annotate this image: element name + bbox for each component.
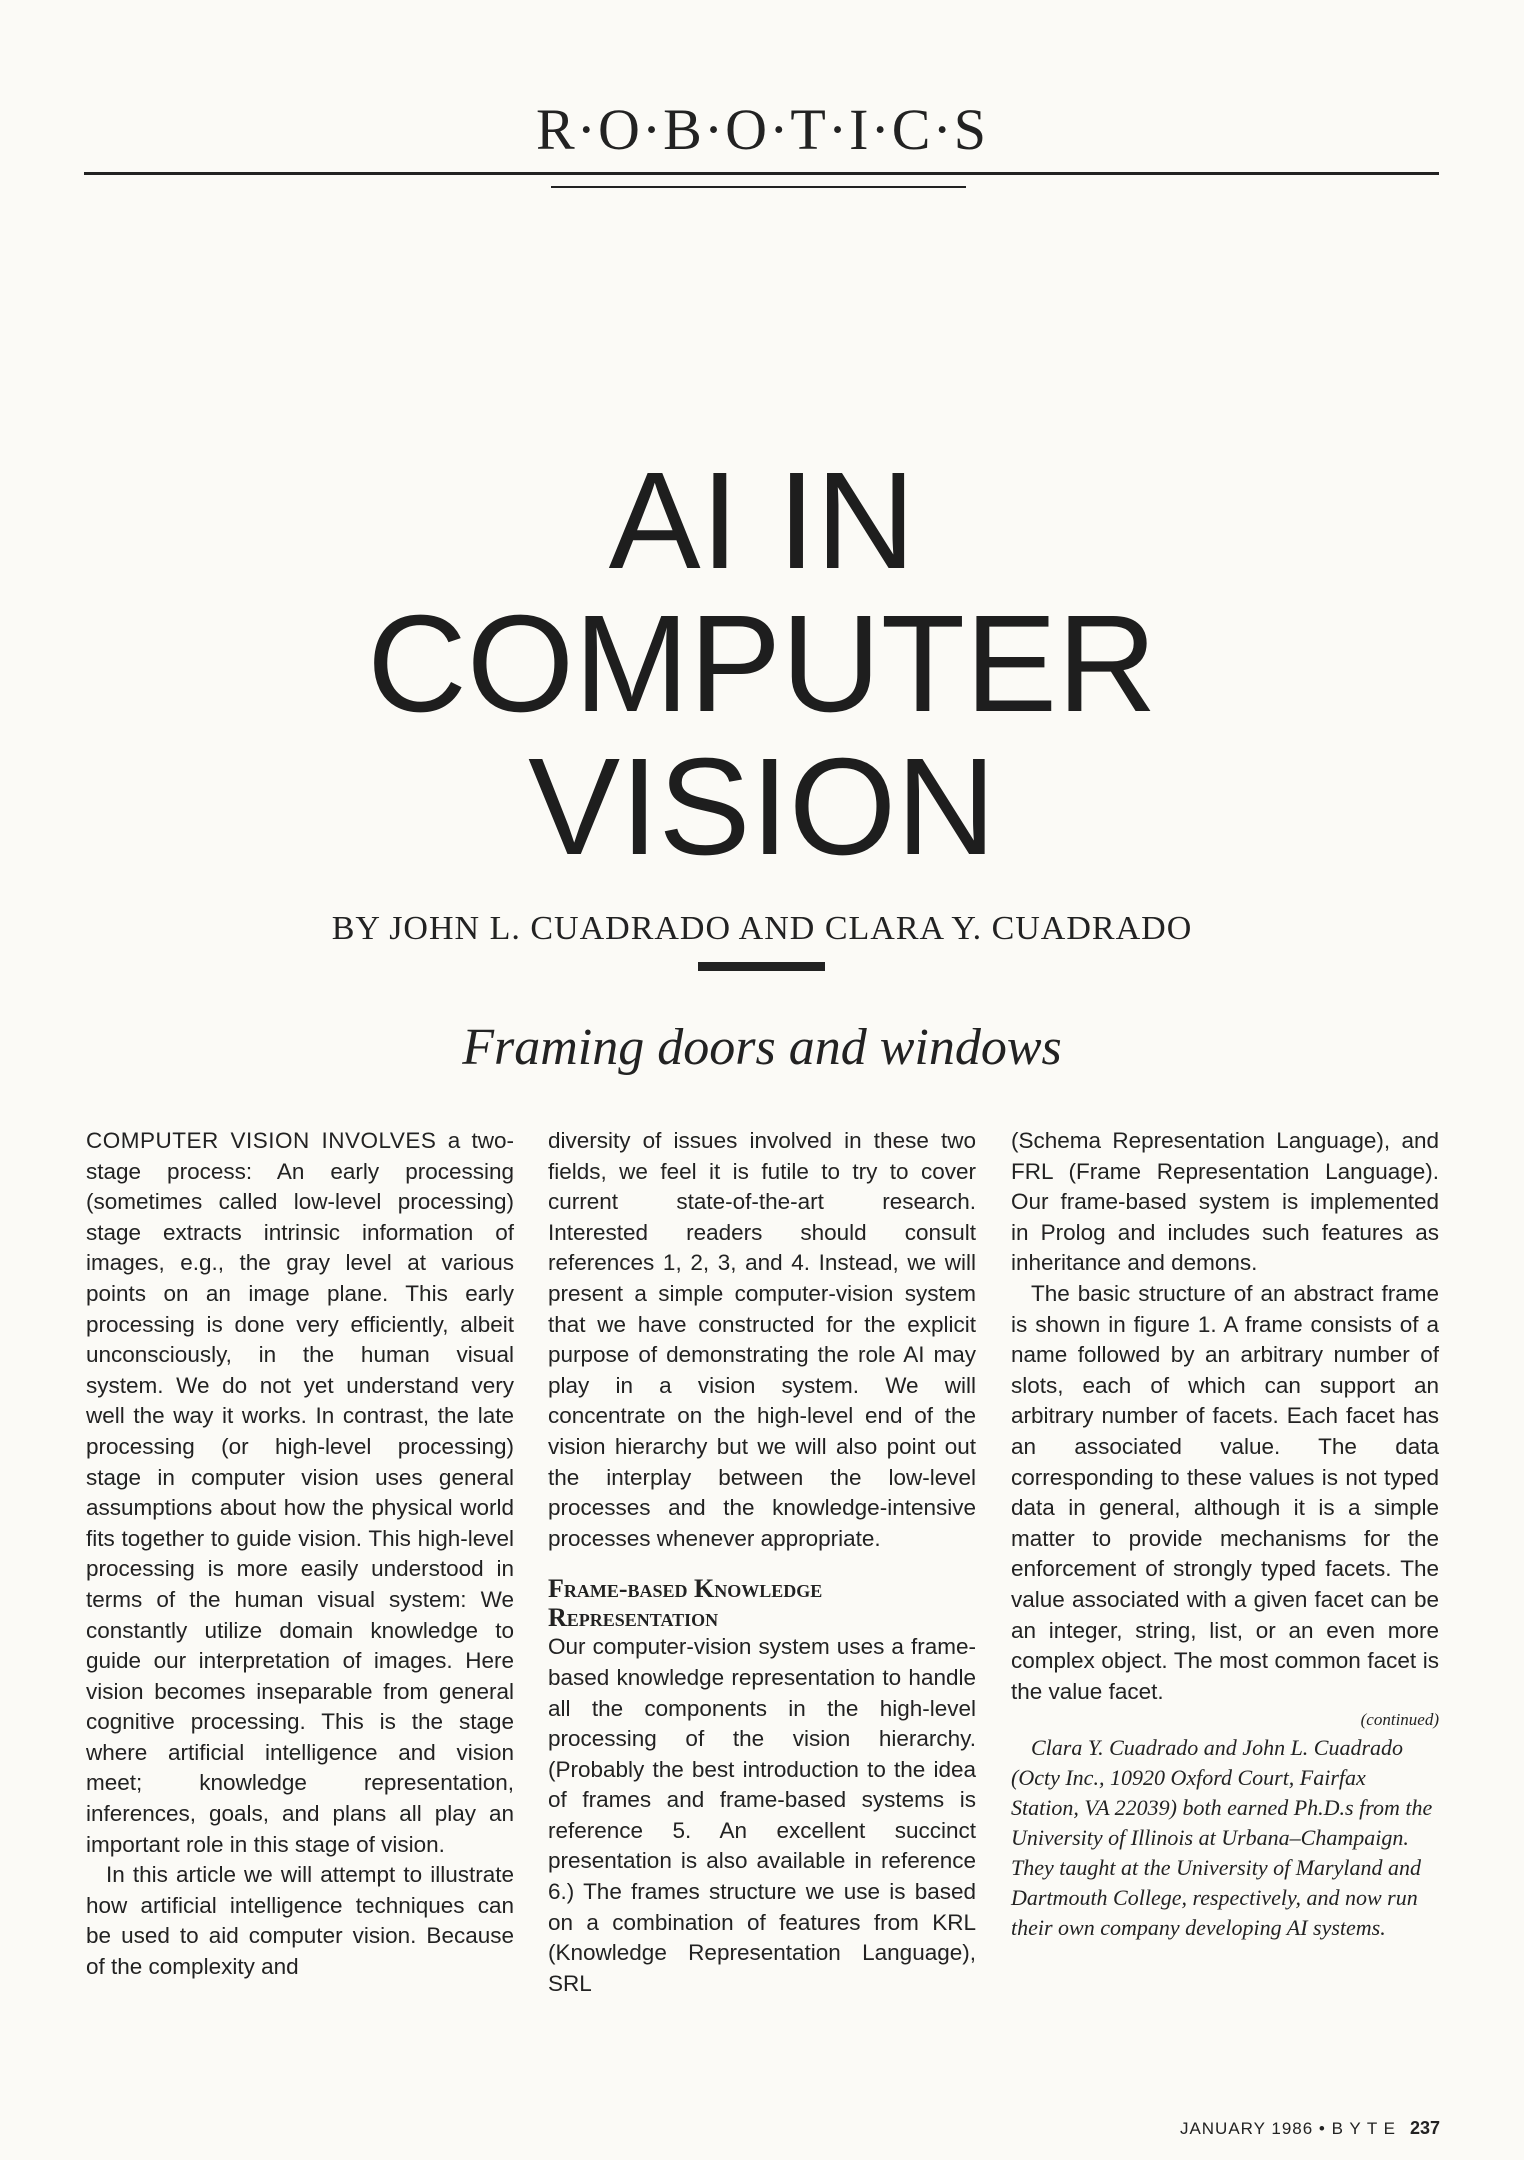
paragraph: (Schema Representation Language), and FRL (Frame Representation Language). Our frame-based system is implemented in Prolog and includes such features as inheritance and demons. (1011, 1128, 1439, 1276)
article-subtitle: Framing doors and windows (462, 1019, 1062, 1076)
section-header: R·O·B·O·T·I·C·S (535, 97, 989, 162)
paragraph: The basic structure of an abstract frame is shown in figure 1. A frame consists of a name followed by an arbitrary number of slots, each of which can support an arbitrary number of facets. Each facet has an associated value. The data corresponding to these values is not typed data in general, although it is a simple matter to provide mechanisms for the enforcement of strongly typed facets. The value associated with a given facet can be an integer, string, list, or an even more complex object. The most common facet is the value facet. (1011, 1280, 1439, 1704)
title-line-1: AI IN (608, 444, 916, 598)
issue-label: JANUARY 1986 • B Y T E (1179, 2119, 1396, 2138)
paragraph (86, 1126, 514, 1860)
page-number: 237 (1409, 2118, 1440, 2138)
text-column-2 (548, 1126, 976, 1999)
title-line-2: COMPUTER (367, 587, 1157, 741)
continued-note: (continued) (1360, 1710, 1439, 1730)
title-line-3: VISION (528, 730, 996, 884)
paragraph-text: a two-stage process: An early processing (sometimes called low-level processing) stage extracts intrinsic information of images, e.g., the gray level at various points on an image plane. This early processing is done very efficiently, albeit unconsciously, in the human visual system. We do not yet understand very well the way it works. In contrast, the late processing (or high-level processing) stage in computer vision uses general assumptions about how the physical world fits together to guide vision. This high-level processing is more easily understood in terms of the human visual system: We constantly utilize domain knowledge to guide our interpretation of images. Here vision becomes inseparable from general cognitive processing. This is the stage where artificial intelligence and vision meet; knowledge representation, inferences, goals, and plans all play an important role in this stage of vision. (86, 1128, 514, 1857)
section-subhead: Frame-based Knowledge Representation (548, 1574, 823, 1633)
paragraph: In this article we will attempt to illustrate how artificial intelligence techniques can be used to aid computer vision. Because of the complexity and (86, 1862, 514, 1980)
header-rule (84, 172, 1439, 175)
page-footer (1000, 2118, 1440, 2139)
author-bio: Clara Y. Cuadrado and John L. Cuadrado (Octy Inc., 10920 Oxford Court, Fairfax Station, VA 22039) both earned Ph.D.s from the University of Illinois at Urbana–Champaign. They taught at the University of Maryland and Dartmouth College, respectively, and now run their own company developing AI systems. (1011, 1735, 1433, 1941)
byline: BY JOHN L. CUADRADO AND CLARA Y. CUADRADO (331, 910, 1193, 947)
text-column-3 (1011, 1126, 1439, 1943)
text-column-1 (86, 1126, 514, 1983)
paragraph: diversity of issues involved in these two fields, we feel it is futile to try to cover current state-of-the-art research. Interested readers should consult references 1, 2, 3, and 4. Instead, we will present a simple computer-vision system that we have constructed for the explicit purpose of demonstrating the role AI may play in a vision system. We will concentrate on the high-level end of the vision hierarchy but we will also point out the interplay between the low-level processes and the knowledge-intensive processes whenever appropriate. (548, 1128, 976, 1551)
header-subrule (551, 186, 966, 188)
article-title (0, 444, 1524, 884)
byline-divider (698, 962, 825, 971)
paragraph: Our computer-vision system uses a frame-based knowledge representation to handle all the components in the high-level processing of the vision hierarchy. (Probably the best introduction to the idea of frames and frame-based systems is reference 5. An excellent succinct presentation is also available in reference 6.) The frames structure we use is based on a combination of features from KRL (Knowledge Representation Language), SRL (548, 1634, 976, 1996)
lead-in: COMPUTER VISION INVOLVES (86, 1128, 437, 1153)
